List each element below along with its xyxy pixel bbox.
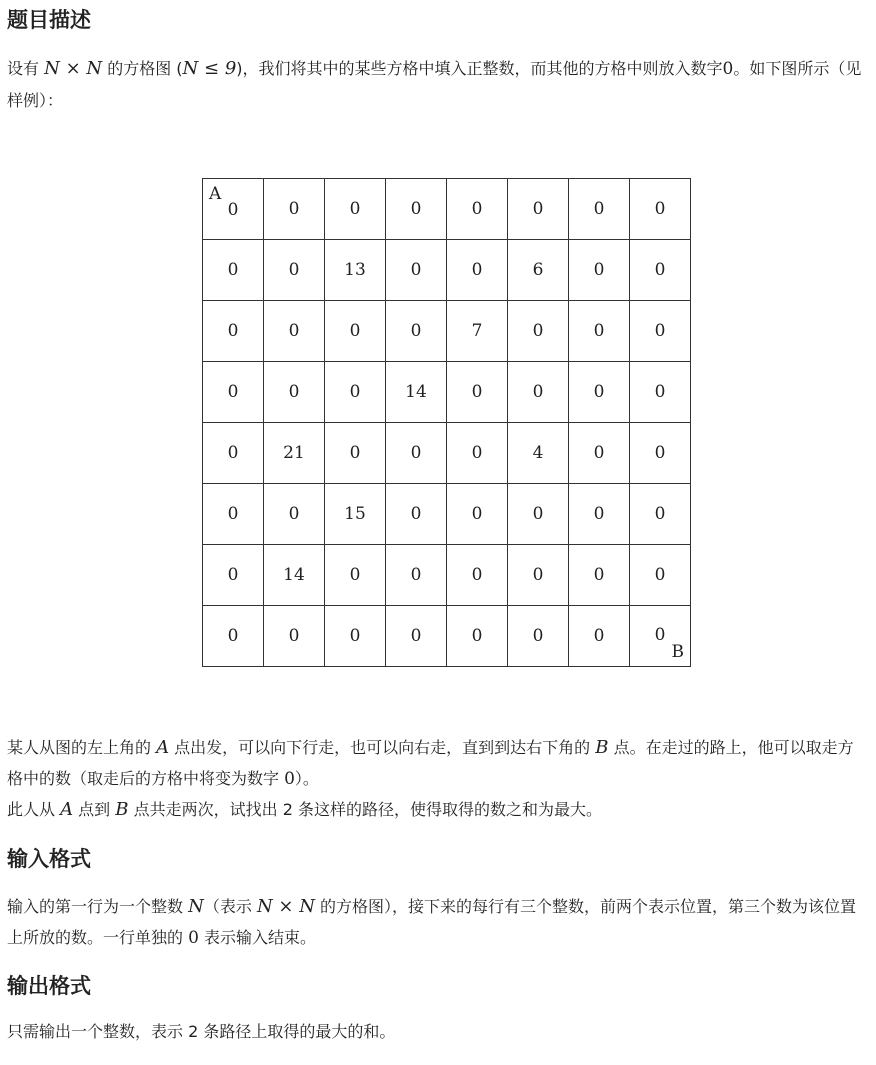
cell-value: 0 — [593, 443, 605, 463]
grid-cell — [447, 423, 508, 484]
grid-cell — [203, 301, 264, 362]
grid-cell — [569, 301, 630, 362]
cell-value: 0 — [471, 260, 483, 280]
cell-value: 0 — [471, 626, 483, 646]
cell-value: 0 — [349, 626, 361, 646]
cell-value: 0 — [227, 382, 239, 402]
cell-value: 14 — [405, 382, 427, 402]
input-format-heading: 输入格式 — [7, 847, 91, 871]
corner-label-b: B — [671, 642, 684, 662]
cell-value: 0 — [654, 443, 666, 463]
grid-cell — [508, 179, 569, 240]
math-n-times-n: N × N — [44, 58, 103, 79]
cell-value: 0 — [227, 504, 239, 524]
cell-value: 0 — [410, 504, 422, 524]
cell-value: 0 — [654, 382, 666, 402]
cell-value: 0 — [227, 443, 239, 463]
grid-row — [203, 240, 691, 301]
grid-cell — [569, 545, 630, 606]
grid-cell — [630, 362, 691, 423]
grid-cell — [325, 545, 386, 606]
cell-value: 0 — [532, 626, 544, 646]
grid-row — [203, 545, 691, 606]
grid-cell — [508, 606, 569, 667]
grid-cell — [386, 362, 447, 423]
cell-value: 0 — [410, 443, 422, 463]
grid-cell — [325, 484, 386, 545]
cell-value: 0 — [227, 260, 239, 280]
cell-value: 0 — [288, 321, 300, 341]
grid-cell — [264, 484, 325, 545]
grid-row — [203, 362, 691, 423]
grid-cell — [569, 240, 630, 301]
grid-cell — [264, 545, 325, 606]
grid-cell — [203, 179, 264, 240]
cell-value: 0 — [593, 504, 605, 524]
grid-cell — [386, 484, 447, 545]
description-heading: 题目描述 — [7, 8, 91, 32]
grid-cell — [630, 240, 691, 301]
output-format-heading: 输出格式 — [7, 974, 91, 998]
cell-value: 0 — [593, 382, 605, 402]
grid-row — [203, 179, 691, 240]
cell-value: 13 — [344, 260, 366, 280]
grid-row — [203, 423, 691, 484]
grid-cell — [447, 240, 508, 301]
cell-value: 0 — [654, 504, 666, 524]
cell-value: 0 — [288, 504, 300, 524]
grid-cell — [569, 484, 630, 545]
grid-cell — [386, 545, 447, 606]
grid-cell — [508, 484, 569, 545]
grid-cell — [264, 179, 325, 240]
grid-cell — [203, 240, 264, 301]
grid-cell — [325, 179, 386, 240]
cell-value: 0 — [532, 199, 544, 219]
grid-cell — [508, 423, 569, 484]
cell-value: 0 — [349, 199, 361, 219]
cell-value: 0 — [227, 565, 239, 585]
grid-cell — [386, 423, 447, 484]
cell-value: 0 — [593, 321, 605, 341]
cell-value: 0 — [654, 260, 666, 280]
grid-cell — [386, 606, 447, 667]
cell-value: 4 — [532, 443, 544, 463]
cell-value: 0 — [593, 626, 605, 646]
cell-value: 0 — [349, 321, 361, 341]
cell-value: 0 — [349, 443, 361, 463]
cell-value: 0 — [532, 565, 544, 585]
output-format-paragraph: 只需输出一个整数，表示 2 条路径上取得的最大的和。 — [7, 1022, 396, 1041]
cell-value: 0 — [532, 504, 544, 524]
cell-value: 0 — [654, 321, 666, 341]
grid-cell — [203, 545, 264, 606]
grid-cell — [325, 301, 386, 362]
grid-cell — [447, 179, 508, 240]
cell-value: 0 — [471, 565, 483, 585]
grid-cell — [447, 301, 508, 362]
cell-value: 0 — [410, 565, 422, 585]
cell-value: 0 — [471, 443, 483, 463]
grid-cell — [203, 362, 264, 423]
cell-value: 0 — [349, 382, 361, 402]
grid-cell — [264, 606, 325, 667]
cell-value: 0 — [288, 626, 300, 646]
cell-value: 0 — [288, 260, 300, 280]
cell-value: 0 — [593, 260, 605, 280]
cell-value: 0 — [532, 382, 544, 402]
cell-value: 7 — [471, 321, 483, 341]
cell-value: 0 — [410, 321, 422, 341]
grid-row — [203, 301, 691, 362]
grid-cell — [203, 484, 264, 545]
grid-cell — [203, 606, 264, 667]
grid-cell — [569, 362, 630, 423]
cell-value: 0 — [227, 626, 239, 646]
grid-cell — [508, 545, 569, 606]
grid-cell — [325, 240, 386, 301]
grid-cell — [569, 179, 630, 240]
grid-cell — [325, 362, 386, 423]
cell-value: 0 — [471, 382, 483, 402]
cell-value: 0 — [410, 626, 422, 646]
description-paragraph-2: 某人从图的左上角的 A 点出发，可以向下行走，也可以向右走，直到到达右下角的 B 点。在走过的路上，他可以取走方格中的数（取走后的方格中将变为数字 0）。 — [7, 737, 854, 789]
cell-value: 14 — [283, 565, 305, 585]
grid-cell — [447, 545, 508, 606]
grid-cell — [508, 240, 569, 301]
cell-value: 15 — [344, 504, 366, 524]
grid-cell — [264, 362, 325, 423]
cell-value: 0 — [471, 199, 483, 219]
grid-cell — [447, 484, 508, 545]
grid-cell — [630, 606, 691, 667]
cell-value: 0 — [288, 199, 300, 219]
cell-value: 0 — [532, 321, 544, 341]
grid-cell — [386, 301, 447, 362]
grid-cell — [569, 423, 630, 484]
cell-value: 0 — [227, 321, 239, 341]
cell-value: 0 — [654, 199, 666, 219]
grid-cell — [264, 423, 325, 484]
grid-cell — [630, 484, 691, 545]
grid-row — [203, 606, 691, 667]
grid-cell — [203, 423, 264, 484]
math-n-le-9: N ≤ 9 — [182, 58, 237, 79]
grid-cell — [325, 423, 386, 484]
grid-cell — [264, 240, 325, 301]
grid-cell — [630, 545, 691, 606]
grid-cell — [386, 240, 447, 301]
number-grid — [202, 178, 691, 667]
input-format-paragraph: 输入的第一行为一个整数 N（表示 N × N 的方格图），接下来的每行有三个整数，前两个表示位置，第三个数为该位置上所放的数。一行单独的 0 表示输入结束。 — [7, 896, 857, 948]
cell-value: 0 — [349, 565, 361, 585]
grid-cell — [386, 179, 447, 240]
grid-cell — [447, 362, 508, 423]
grid-cell — [325, 606, 386, 667]
grid-cell — [569, 606, 630, 667]
cell-value: 0 — [410, 260, 422, 280]
cell-value: 0 — [471, 504, 483, 524]
cell-value: 0 — [227, 200, 239, 220]
grid-cell — [508, 362, 569, 423]
cell-value: 0 — [654, 565, 666, 585]
corner-label-a: A — [209, 184, 222, 204]
grid-cell — [264, 301, 325, 362]
grid-cell — [630, 179, 691, 240]
grid-cell — [447, 606, 508, 667]
grid-row — [203, 484, 691, 545]
grid-cell — [630, 301, 691, 362]
grid-cell — [630, 423, 691, 484]
description-paragraph-1: 设有 N × N 的方格图 (N ≤ 9)，我们将其中的某些方格中填入正整数，而其他的方格中则放入数字0。如下图所示（见样例）： — [7, 58, 862, 110]
cell-value: 0 — [410, 199, 422, 219]
cell-value: 6 — [532, 260, 544, 280]
cell-value: 0 — [593, 199, 605, 219]
cell-value: 0 — [654, 625, 666, 645]
cell-value: 0 — [593, 565, 605, 585]
grid-cell — [508, 301, 569, 362]
description-paragraph-3: 此人从 A 点到 B 点共走两次，试找出 2 条这样的路径，使得取得的数之和为最大。 — [7, 799, 602, 820]
cell-value: 0 — [288, 382, 300, 402]
cell-value: 21 — [283, 443, 305, 463]
